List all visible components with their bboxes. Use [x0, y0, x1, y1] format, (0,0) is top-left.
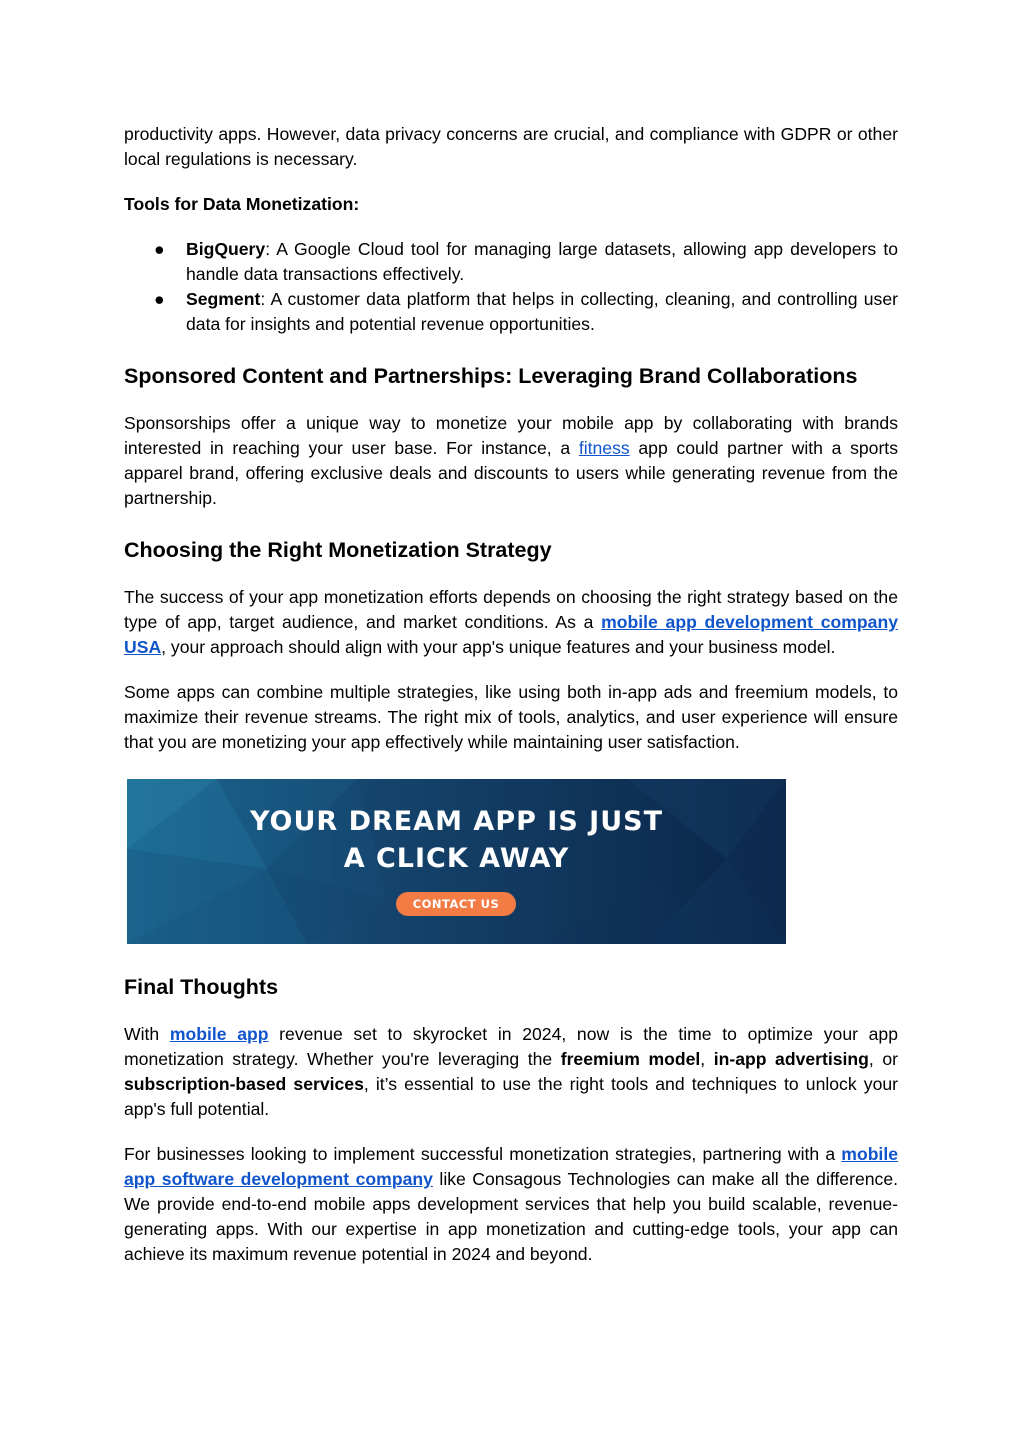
strategy-heading: Choosing the Right Monetization Strategy [124, 538, 552, 562]
tool-description: : A customer data platform that helps in collecting, cleaning, and controlling user data for insights and potential revenue opportunities. [186, 289, 898, 334]
strategy-paragraph-1: The success of your app monetization efforts depends on choosing the right strategy based on the type of app, target audience, and market conditions. As a mobile app development company USA, your approach should align with your app's unique features and your business model. [124, 587, 898, 657]
sponsored-paragraph: Sponsorships offer a unique way to monetize your mobile app by collaborating with brands interested in reaching your user base. For instance, a fitness app could partner with a sports apparel brand, offering exclusive deals and discounts to users while generating revenue from the partnership. [124, 413, 898, 508]
tool-description: : A Google Cloud tool for managing large datasets, allowing app developers to handle data transactions effectively. [186, 239, 898, 284]
mobile-app-link[interactable]: mobile app [169, 1024, 269, 1044]
mobile-app-development-company-usa-link[interactable]: mobile app development company USA [124, 612, 898, 657]
final-paragraph-2: For businesses looking to implement successful monetization strategies, partnering with a mobile app software development company like Consagous Technologies can make all the difference. We provide end-to-end mobile apps development services that help you build scalable, revenue-generating apps. With our expertise in app monetization and cutting-edge tools, your app can achieve its maximum revenue potential in 2024 and beyond. [124, 1144, 898, 1264]
strategy-paragraph-2: Some apps can combine multiple strategies, like using both in-app ads and freemium models, to maximize their revenue streams. The right mix of tools, analytics, and user experience will ensure that you are monetizing your app effectively while maintaining user satisfaction. [124, 682, 898, 752]
fitness-link[interactable]: fitness [578, 438, 630, 458]
sponsored-heading: Sponsored Content and Partnerships: Leveraging Brand Collaborations [124, 364, 858, 388]
intro-paragraph: productivity apps. However, data privacy concerns are crucial, and compliance with GDPR or other local regulations is necessary. [124, 124, 898, 169]
bullet-icon: ● [154, 289, 165, 309]
contact-us-button[interactable]: CONTACT US [396, 892, 516, 916]
mobile-app-software-development-company-link[interactable]: mobile app software development company [124, 1144, 898, 1189]
banner-headline-line-1: YOUR DREAM APP IS JUST [249, 806, 664, 837]
banner-headline-line-2: A CLICK AWAY [343, 843, 570, 874]
tool-name: BigQuery [186, 239, 266, 259]
tool-name: Segment [186, 289, 261, 309]
document-body [124, 122, 898, 1267]
list-item [124, 237, 898, 287]
final-thoughts-heading: Final Thoughts [124, 975, 279, 999]
tools-heading: Tools for Data Monetization: [124, 194, 360, 214]
tools-list [124, 237, 898, 337]
bullet-icon: ● [154, 239, 165, 259]
list-item [124, 287, 898, 337]
final-paragraph-1: With mobile app revenue set to skyrocket in 2024, now is the time to optimize your app monetization strategy. Whether you're leveraging the freemium model, in-app advertising, or subscription-based services, it’s essential to use the right tools and techniques to unlock your app's full potential. [124, 1024, 899, 1119]
contact-banner[interactable] [127, 779, 786, 944]
